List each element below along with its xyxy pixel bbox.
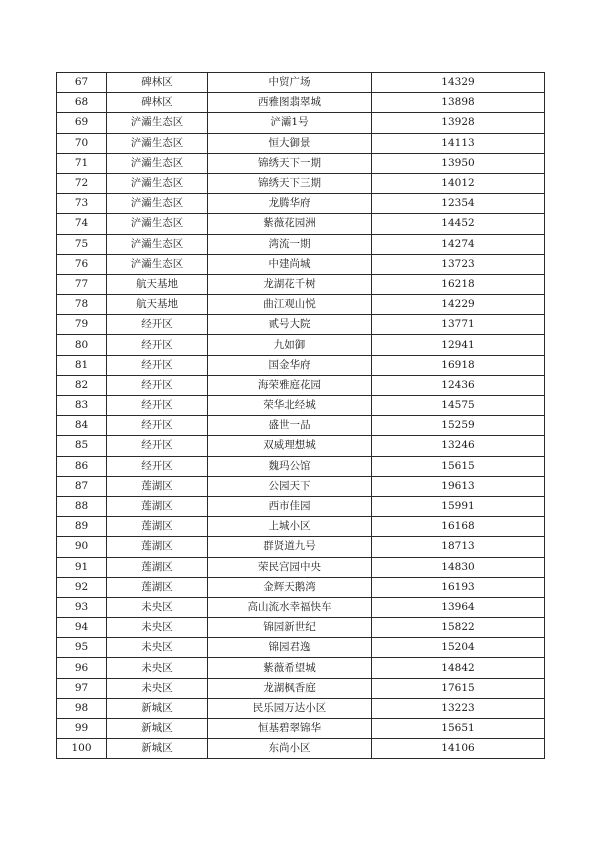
district-cell: 经开区 bbox=[107, 355, 208, 375]
rank-cell: 79 bbox=[57, 315, 107, 335]
community-name-cell: 双威理想城 bbox=[208, 436, 372, 456]
table-row bbox=[57, 234, 545, 254]
table-row bbox=[57, 396, 545, 416]
rank-cell: 95 bbox=[57, 638, 107, 658]
district-cell: 浐灞生态区 bbox=[107, 153, 208, 173]
rank-cell: 80 bbox=[57, 335, 107, 355]
rank-cell: 88 bbox=[57, 496, 107, 516]
price-cell: 12436 bbox=[372, 375, 545, 395]
table-row bbox=[57, 577, 545, 597]
table-row bbox=[57, 375, 545, 395]
rank-cell: 98 bbox=[57, 698, 107, 718]
district-cell: 经开区 bbox=[107, 396, 208, 416]
district-cell: 浐灞生态区 bbox=[107, 133, 208, 153]
price-cell: 15651 bbox=[372, 719, 545, 739]
price-cell: 14329 bbox=[372, 73, 545, 93]
community-name-cell: 西市佳园 bbox=[208, 496, 372, 516]
table-row bbox=[57, 335, 545, 355]
district-cell: 经开区 bbox=[107, 315, 208, 335]
price-cell: 14274 bbox=[372, 234, 545, 254]
table-row bbox=[57, 355, 545, 375]
district-cell: 浐灞生态区 bbox=[107, 113, 208, 133]
price-cell: 19613 bbox=[372, 476, 545, 496]
district-cell: 浐灞生态区 bbox=[107, 234, 208, 254]
table-row bbox=[57, 698, 545, 718]
district-cell: 莲湖区 bbox=[107, 537, 208, 557]
price-cell: 14575 bbox=[372, 396, 545, 416]
district-cell: 浐灞生态区 bbox=[107, 194, 208, 214]
price-cell: 14830 bbox=[372, 557, 545, 577]
price-cell: 16168 bbox=[372, 517, 545, 537]
district-cell: 经开区 bbox=[107, 456, 208, 476]
rank-cell: 90 bbox=[57, 537, 107, 557]
rank-cell: 92 bbox=[57, 577, 107, 597]
price-cell: 14452 bbox=[372, 214, 545, 234]
rank-cell: 93 bbox=[57, 597, 107, 617]
table-row bbox=[57, 113, 545, 133]
price-cell: 15259 bbox=[372, 416, 545, 436]
district-cell: 浐灞生态区 bbox=[107, 214, 208, 234]
table-row bbox=[57, 73, 545, 93]
rank-cell: 91 bbox=[57, 557, 107, 577]
rank-cell: 84 bbox=[57, 416, 107, 436]
price-cell: 13723 bbox=[372, 254, 545, 274]
district-cell: 未央区 bbox=[107, 597, 208, 617]
community-name-cell: 龙湖枫香庭 bbox=[208, 678, 372, 698]
rank-cell: 68 bbox=[57, 93, 107, 113]
community-name-cell: 民乐园万达小区 bbox=[208, 698, 372, 718]
community-name-cell: 曲江观山悦 bbox=[208, 295, 372, 315]
table-row bbox=[57, 517, 545, 537]
community-name-cell: 国金华府 bbox=[208, 355, 372, 375]
rank-cell: 94 bbox=[57, 618, 107, 638]
table-row bbox=[57, 496, 545, 516]
table-row bbox=[57, 93, 545, 113]
rank-cell: 96 bbox=[57, 658, 107, 678]
community-name-cell: 西雅图翡翠城 bbox=[208, 93, 372, 113]
table-row bbox=[57, 658, 545, 678]
community-name-cell: 湾流一期 bbox=[208, 234, 372, 254]
housing-price-table bbox=[56, 72, 545, 759]
rank-cell: 86 bbox=[57, 456, 107, 476]
price-cell: 14106 bbox=[372, 739, 545, 759]
community-name-cell: 九如御 bbox=[208, 335, 372, 355]
price-cell: 13928 bbox=[372, 113, 545, 133]
rank-cell: 69 bbox=[57, 113, 107, 133]
community-name-cell: 恒基碧翠锦华 bbox=[208, 719, 372, 739]
district-cell: 莲湖区 bbox=[107, 577, 208, 597]
price-cell: 12941 bbox=[372, 335, 545, 355]
district-cell: 浐灞生态区 bbox=[107, 173, 208, 193]
table-row bbox=[57, 597, 545, 617]
rank-cell: 83 bbox=[57, 396, 107, 416]
community-name-cell: 龙腾华府 bbox=[208, 194, 372, 214]
table-row bbox=[57, 739, 545, 759]
table-row bbox=[57, 557, 545, 577]
district-cell: 未央区 bbox=[107, 678, 208, 698]
price-cell: 15204 bbox=[372, 638, 545, 658]
price-cell: 18713 bbox=[372, 537, 545, 557]
community-name-cell: 魏玛公馆 bbox=[208, 456, 372, 476]
table-row bbox=[57, 678, 545, 698]
table-row bbox=[57, 133, 545, 153]
price-cell: 15822 bbox=[372, 618, 545, 638]
community-name-cell: 贰号大院 bbox=[208, 315, 372, 335]
table-row bbox=[57, 194, 545, 214]
price-cell: 17615 bbox=[372, 678, 545, 698]
community-name-cell: 龙湖花千树 bbox=[208, 274, 372, 294]
rank-cell: 85 bbox=[57, 436, 107, 456]
district-cell: 莲湖区 bbox=[107, 496, 208, 516]
price-cell: 16218 bbox=[372, 274, 545, 294]
table-row bbox=[57, 456, 545, 476]
community-name-cell: 紫薇希望城 bbox=[208, 658, 372, 678]
district-cell: 航天基地 bbox=[107, 295, 208, 315]
community-name-cell: 公园天下 bbox=[208, 476, 372, 496]
price-cell: 14012 bbox=[372, 173, 545, 193]
community-name-cell: 锦园君逸 bbox=[208, 638, 372, 658]
rank-cell: 97 bbox=[57, 678, 107, 698]
rank-cell: 81 bbox=[57, 355, 107, 375]
community-name-cell: 上城小区 bbox=[208, 517, 372, 537]
district-cell: 经开区 bbox=[107, 436, 208, 456]
district-cell: 莲湖区 bbox=[107, 476, 208, 496]
rank-cell: 73 bbox=[57, 194, 107, 214]
table-row bbox=[57, 719, 545, 739]
district-cell: 新城区 bbox=[107, 719, 208, 739]
price-cell: 14113 bbox=[372, 133, 545, 153]
community-name-cell: 中贸广场 bbox=[208, 73, 372, 93]
price-cell: 16193 bbox=[372, 577, 545, 597]
district-cell: 航天基地 bbox=[107, 274, 208, 294]
table-row bbox=[57, 476, 545, 496]
table-row bbox=[57, 436, 545, 456]
table-row bbox=[57, 295, 545, 315]
table-row bbox=[57, 274, 545, 294]
community-name-cell: 锦园新世纪 bbox=[208, 618, 372, 638]
rank-cell: 75 bbox=[57, 234, 107, 254]
community-name-cell: 锦绣天下一期 bbox=[208, 153, 372, 173]
price-cell: 15615 bbox=[372, 456, 545, 476]
rank-cell: 99 bbox=[57, 719, 107, 739]
district-cell: 新城区 bbox=[107, 698, 208, 718]
table-row bbox=[57, 214, 545, 234]
price-cell: 13898 bbox=[372, 93, 545, 113]
community-name-cell: 荣华北经城 bbox=[208, 396, 372, 416]
district-cell: 经开区 bbox=[107, 416, 208, 436]
rank-cell: 100 bbox=[57, 739, 107, 759]
district-cell: 碑林区 bbox=[107, 93, 208, 113]
community-name-cell: 中建尚城 bbox=[208, 254, 372, 274]
community-name-cell: 荣民宫园中央 bbox=[208, 557, 372, 577]
rank-cell: 82 bbox=[57, 375, 107, 395]
district-cell: 未央区 bbox=[107, 658, 208, 678]
community-name-cell: 海荣雅庭花园 bbox=[208, 375, 372, 395]
price-cell: 14842 bbox=[372, 658, 545, 678]
table-row bbox=[57, 416, 545, 436]
table-row bbox=[57, 315, 545, 335]
community-name-cell: 盛世一品 bbox=[208, 416, 372, 436]
rank-cell: 87 bbox=[57, 476, 107, 496]
rank-cell: 74 bbox=[57, 214, 107, 234]
community-name-cell: 锦绣天下三期 bbox=[208, 173, 372, 193]
table-row bbox=[57, 537, 545, 557]
rank-cell: 70 bbox=[57, 133, 107, 153]
district-cell: 碑林区 bbox=[107, 73, 208, 93]
rank-cell: 78 bbox=[57, 295, 107, 315]
price-cell: 13246 bbox=[372, 436, 545, 456]
table-row bbox=[57, 173, 545, 193]
district-cell: 新城区 bbox=[107, 739, 208, 759]
district-cell: 浐灞生态区 bbox=[107, 254, 208, 274]
community-name-cell: 浐灞1号 bbox=[208, 113, 372, 133]
rank-cell: 67 bbox=[57, 73, 107, 93]
table-row bbox=[57, 618, 545, 638]
rank-cell: 76 bbox=[57, 254, 107, 274]
price-cell: 13223 bbox=[372, 698, 545, 718]
price-cell: 13950 bbox=[372, 153, 545, 173]
table-row bbox=[57, 153, 545, 173]
community-name-cell: 高山流水幸福快车 bbox=[208, 597, 372, 617]
table-row bbox=[57, 254, 545, 274]
district-cell: 经开区 bbox=[107, 375, 208, 395]
rank-cell: 89 bbox=[57, 517, 107, 537]
price-cell: 16918 bbox=[372, 355, 545, 375]
table-body bbox=[57, 73, 545, 759]
rank-cell: 72 bbox=[57, 173, 107, 193]
community-name-cell: 东尚小区 bbox=[208, 739, 372, 759]
price-cell: 13964 bbox=[372, 597, 545, 617]
price-cell: 12354 bbox=[372, 194, 545, 214]
community-name-cell: 恒大御景 bbox=[208, 133, 372, 153]
district-cell: 经开区 bbox=[107, 335, 208, 355]
price-cell: 14229 bbox=[372, 295, 545, 315]
district-cell: 莲湖区 bbox=[107, 517, 208, 537]
district-cell: 莲湖区 bbox=[107, 557, 208, 577]
community-name-cell: 紫薇花园洲 bbox=[208, 214, 372, 234]
community-name-cell: 金辉天鹅湾 bbox=[208, 577, 372, 597]
table-row bbox=[57, 638, 545, 658]
district-cell: 未央区 bbox=[107, 638, 208, 658]
rank-cell: 71 bbox=[57, 153, 107, 173]
rank-cell: 77 bbox=[57, 274, 107, 294]
price-cell: 15991 bbox=[372, 496, 545, 516]
district-cell: 未央区 bbox=[107, 618, 208, 638]
community-name-cell: 群贤道九号 bbox=[208, 537, 372, 557]
price-cell: 13771 bbox=[372, 315, 545, 335]
